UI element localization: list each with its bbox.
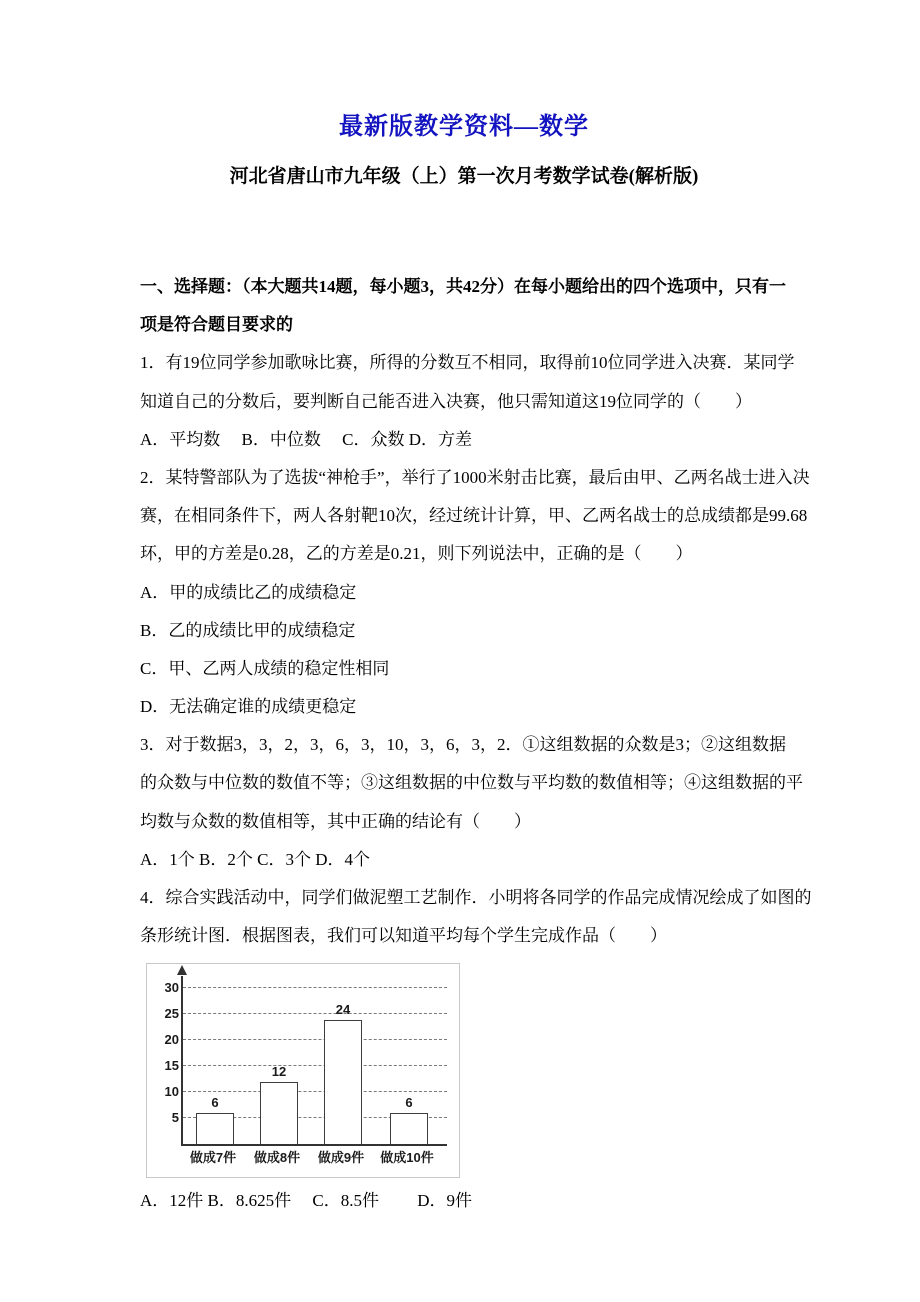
doc-title: 最新版教学资料—数学 bbox=[339, 114, 589, 140]
y-tick-label: 5 bbox=[171, 1110, 179, 1126]
question-2-line: 赛，在相同条件下，两人各射靶10次，经过统计计算，甲、乙两名战士的总成绩都是99.68 bbox=[140, 506, 808, 526]
question-2-option-b: B．乙的成绩比甲的成绩稳定 bbox=[140, 620, 356, 640]
bar-value-label: 12 bbox=[271, 1063, 287, 1079]
question-4-line: 条形统计图．根据图表，我们可以知道平均每个学生完成作品（ ） bbox=[140, 926, 667, 946]
question-2-option-c: C．甲、乙两人成绩的稳定性相同 bbox=[140, 658, 390, 678]
x-tick-label: 做成8件 bbox=[253, 1150, 301, 1166]
question-3-line: 3．对于数据3，3，2，3，6，3，10，3，6，3，2．①这组数据的众数是3；②这组数据 bbox=[140, 735, 786, 755]
section-header-line: 项是符合题目要求的 bbox=[140, 315, 293, 335]
x-tick-label: 做成9件 bbox=[317, 1150, 365, 1166]
bar bbox=[324, 1020, 362, 1145]
doc-body bbox=[140, 268, 812, 1221]
question-3-options: A．1个 B．2个 C．3个 D．4个 bbox=[140, 849, 370, 869]
bar-chart-x-labels bbox=[181, 1149, 447, 1171]
question-1-line: 知道自己的分数后，要判断自己能否进入决赛，他只需知道这19位同学的（ ） bbox=[140, 391, 752, 411]
question-1-options: A．平均数 B．中位数 C．众数 D．方差 bbox=[140, 429, 472, 449]
y-tick-label: 15 bbox=[164, 1058, 179, 1074]
bar-chart bbox=[146, 963, 460, 1178]
bar bbox=[390, 1113, 428, 1144]
bar-chart-plot bbox=[164, 976, 447, 1146]
bar-value-label: 6 bbox=[211, 1095, 219, 1111]
question-3-line: 均数与众数的数值相等，其中正确的结论有（ ） bbox=[140, 811, 531, 831]
question-4-line: 4．综合实践活动中，同学们做泥塑工艺制作．小明将各同学的作品完成情况绘成了如图的 bbox=[140, 888, 812, 907]
question-2-option-a: A．甲的成绩比乙的成绩稳定 bbox=[140, 582, 357, 602]
y-tick-label: 25 bbox=[164, 1006, 179, 1022]
question-2-line: 环，甲的方差是0.28，乙的方差是0.21，则下列说法中，正确的是（ ） bbox=[140, 544, 693, 564]
gridline bbox=[183, 1065, 447, 1066]
gridline bbox=[183, 1091, 447, 1092]
y-axis-arrow-icon bbox=[177, 965, 187, 975]
question-3-line: 的众数与中位数的数值不等；③这组数据的中位数与平均数的数值相等；④这组数据的平 bbox=[140, 773, 803, 793]
section-header-line: 一、选择题：（本大题共14题，每小题3，共42分）在每小题给出的四个选项中，只有一 bbox=[140, 277, 786, 296]
gridline bbox=[183, 987, 447, 988]
bar bbox=[260, 1082, 298, 1144]
question-1-line: 1．有19位同学参加歌咏比赛，所得的分数互不相同，取得前10位同学进入决赛．某同学 bbox=[140, 353, 795, 373]
question-2-option-d: D．无法确定谁的成绩更稳定 bbox=[140, 697, 357, 717]
bar bbox=[196, 1113, 234, 1144]
bar-value-label: 6 bbox=[405, 1095, 413, 1111]
y-tick-label: 20 bbox=[164, 1032, 179, 1048]
gridline bbox=[183, 1013, 447, 1014]
gridline bbox=[183, 1039, 447, 1040]
x-tick-label: 做成10件 bbox=[380, 1150, 434, 1166]
doc-subtitle: 河北省唐山市九年级（上）第一次月考数学试卷(解析版) bbox=[229, 166, 699, 187]
y-tick-label: 30 bbox=[164, 980, 179, 996]
question-4-options: A．12件 B．8.625件 C．8.5件 D．9件 bbox=[140, 1191, 472, 1211]
bar-value-label: 24 bbox=[335, 1001, 351, 1017]
y-tick-label: 10 bbox=[164, 1084, 179, 1100]
question-2-line: 2．某特警部队为了选拔“神枪手”，举行了1000米射击比赛，最后由甲、乙两名战士进入决 bbox=[140, 467, 810, 487]
x-tick-label: 做成7件 bbox=[189, 1150, 237, 1166]
